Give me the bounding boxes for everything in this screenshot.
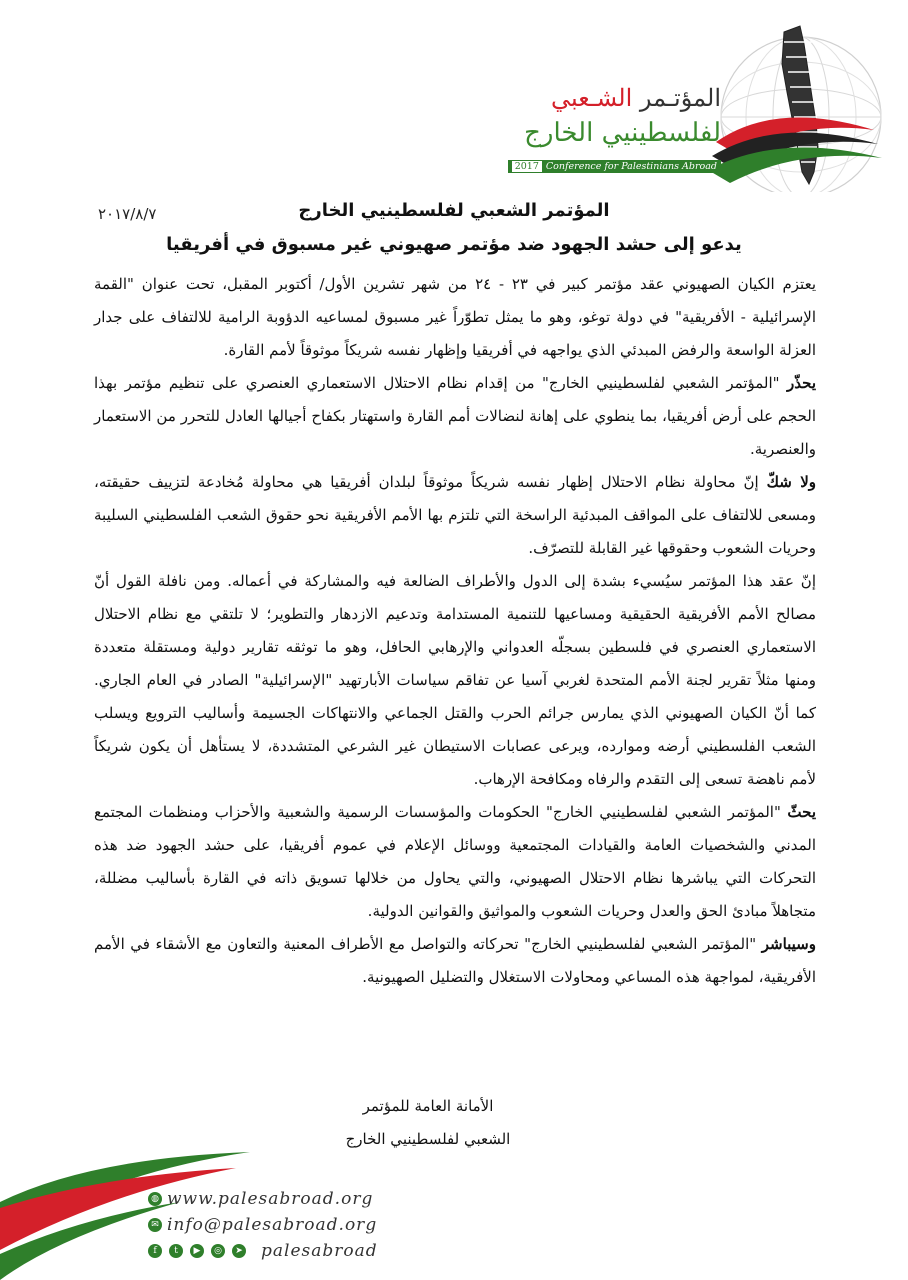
globe-icon: ◍ xyxy=(148,1192,162,1206)
youtube-icon[interactable]: ▶ xyxy=(190,1244,204,1258)
document-date: ٢٠١٧/٨/٧ xyxy=(98,205,157,223)
paragraph: إنّ عقد هذا المؤتمر سيُسيء بشدة إلى الدول والأطراف الضالعة فيه والمشاركة في أعماله. ومن نافلة القول أنّ مصالح الأمم الأفريقية الحقيقية ومساعيها للتنمية المستدامة وتدعيم الازدهار والتطوير؛ لا تلتقي مع نظام الاحتلال الاستعماري العنصري في فلسطين بسجلّه العدواني والإرهابي الحافل، وهو ما توثقه تقارير دولية ومستقلة متعددة ومنها مثلاً تقرير لجنة الأمم المتحدة لغربي آسيا عن تفاقم سياسات الأبارتهيد "الإسرائيلية" الصادر في العام الجاري. كما أنّ الكيان الصهيوني الذي يمارس جرائم الحرب والقتل الجماعي والانتهاكات الجسيمة وأساليب الترويع ويسلب الشعب الفلسطيني أرضه وموارده، ويرعى عصابات الاستيطان غير الشرعي المتشددة، لا يستأهل أن يكون شريكاً لأمم ناهضة تسعى إلى التقدم والرفاه ومكافحة الإرهاب. xyxy=(94,572,816,788)
signature-line1: الأمانة العامة للمؤتمر xyxy=(362,1097,494,1115)
footer-contacts xyxy=(148,1186,378,1264)
paragraph: ولا شكّ إنّ محاولة نظام الاحتلال إظهار نفسه شريكاً موثوقاً لبلدان أفريقيا هي محاولة مُخادعة لتزييف حقيقته، ومسعى للالتفاف على المواقف المبدئية الراسخة التي تلتزم بها الأمم الأفريقية نحو حقوق الشعب الفلسطيني السليبة وحريات الشعوب وحقوقها غير القابلة للتصرّف. xyxy=(94,473,816,557)
logo-english-caption: 2017 Conference for Palestinians Abroad xyxy=(508,160,721,173)
logo-title-line2: لفلسطينيي الخارج xyxy=(524,118,721,148)
logo-title-line1: المؤتـمر الشـعبي xyxy=(551,84,721,112)
signature-line2: الشعبي لفلسطينيي الخارج xyxy=(345,1130,511,1148)
paragraph: يعتزم الكيان الصهيوني عقد مؤتمر كبير في ٢٣ - ٢٤ من شهر تشرين الأول/ أكتوبر المقبل، تحت عنوان "القمة الإسرائيلية - الأفريقية" في دولة توغو، وهو ما يمثل تطوّراً غير مسبوق لمساعيه الدؤوبة الرامية للالتفاف على جدار العزلة الواسعة والرفض المبدئي الذي يواجهه في أفريقيا وإظهار نفسه شريكاً موثوقاً لأمم القارة. xyxy=(94,275,816,359)
email-icon: ✉ xyxy=(148,1218,162,1232)
website-row xyxy=(148,1186,378,1212)
email-row xyxy=(148,1212,378,1238)
social-handle[interactable]: palesabroad xyxy=(261,1241,378,1261)
telegram-icon[interactable]: ➤ xyxy=(232,1244,246,1258)
document-title: المؤتمر الشعبي لفلسطينيي الخارج xyxy=(298,200,610,221)
paragraph: وسيباشر "المؤتمر الشعبي لفلسطينيي الخارج" تحركاته والتواصل مع الأطراف المعنية والتعاون مع الأشقاء في الأمم الأفريقية، لمواجهة هذه المساعي ومحاولات الاستغلال والتضليل الصهيونية. xyxy=(94,935,816,986)
social-row xyxy=(148,1238,378,1264)
conference-logo xyxy=(516,22,886,192)
twitter-icon[interactable]: t xyxy=(169,1244,183,1258)
instagram-icon[interactable]: ◎ xyxy=(211,1244,225,1258)
social-icons xyxy=(148,1244,251,1258)
document-subtitle: يدعو إلى حشد الجهود ضد مؤتمر صهيوني غير مسبوق في أفريقيا xyxy=(166,234,742,255)
facebook-icon[interactable]: f xyxy=(148,1244,162,1258)
signature-block xyxy=(0,1090,908,1156)
website-link[interactable]: www.palesabroad.org xyxy=(167,1189,374,1209)
email-link[interactable]: info@palesabroad.org xyxy=(167,1215,378,1235)
paragraph: يحذّر "المؤتمر الشعبي لفلسطينيي الخارج" من إقدام نظام الاحتلال الاستعماري العنصري على تنظيم مؤتمر بهذا الحجم على أرض أفريقيا، بما ينطوي على إهانة لنضالات أمم القارة واستهتار بكفاح أجيالها العادل للتحرر من الاستعمار والعنصرية. xyxy=(94,374,816,458)
paragraph: يحثّ "المؤتمر الشعبي لفلسطينيي الخارج" الحكومات والمؤسسات الرسمية والشعبية والأحزاب ومنظمات المجتمع المدني والشخصيات العامة والقيادات المجتمعية ووسائل الإعلام في عموم أفريقيا، على حشد الجهود ضد هذه التحركات التي يباشرها نظام الاحتلال الصهيوني، والتي يحاول من خلالها تسويق ذاته في القارة بأساليب مضللة، متجاهلاً مبادئ الحق والعدل وحريات الشعوب والمواثيق والقوانين الدولية. xyxy=(94,803,816,920)
statement-body xyxy=(94,268,816,994)
